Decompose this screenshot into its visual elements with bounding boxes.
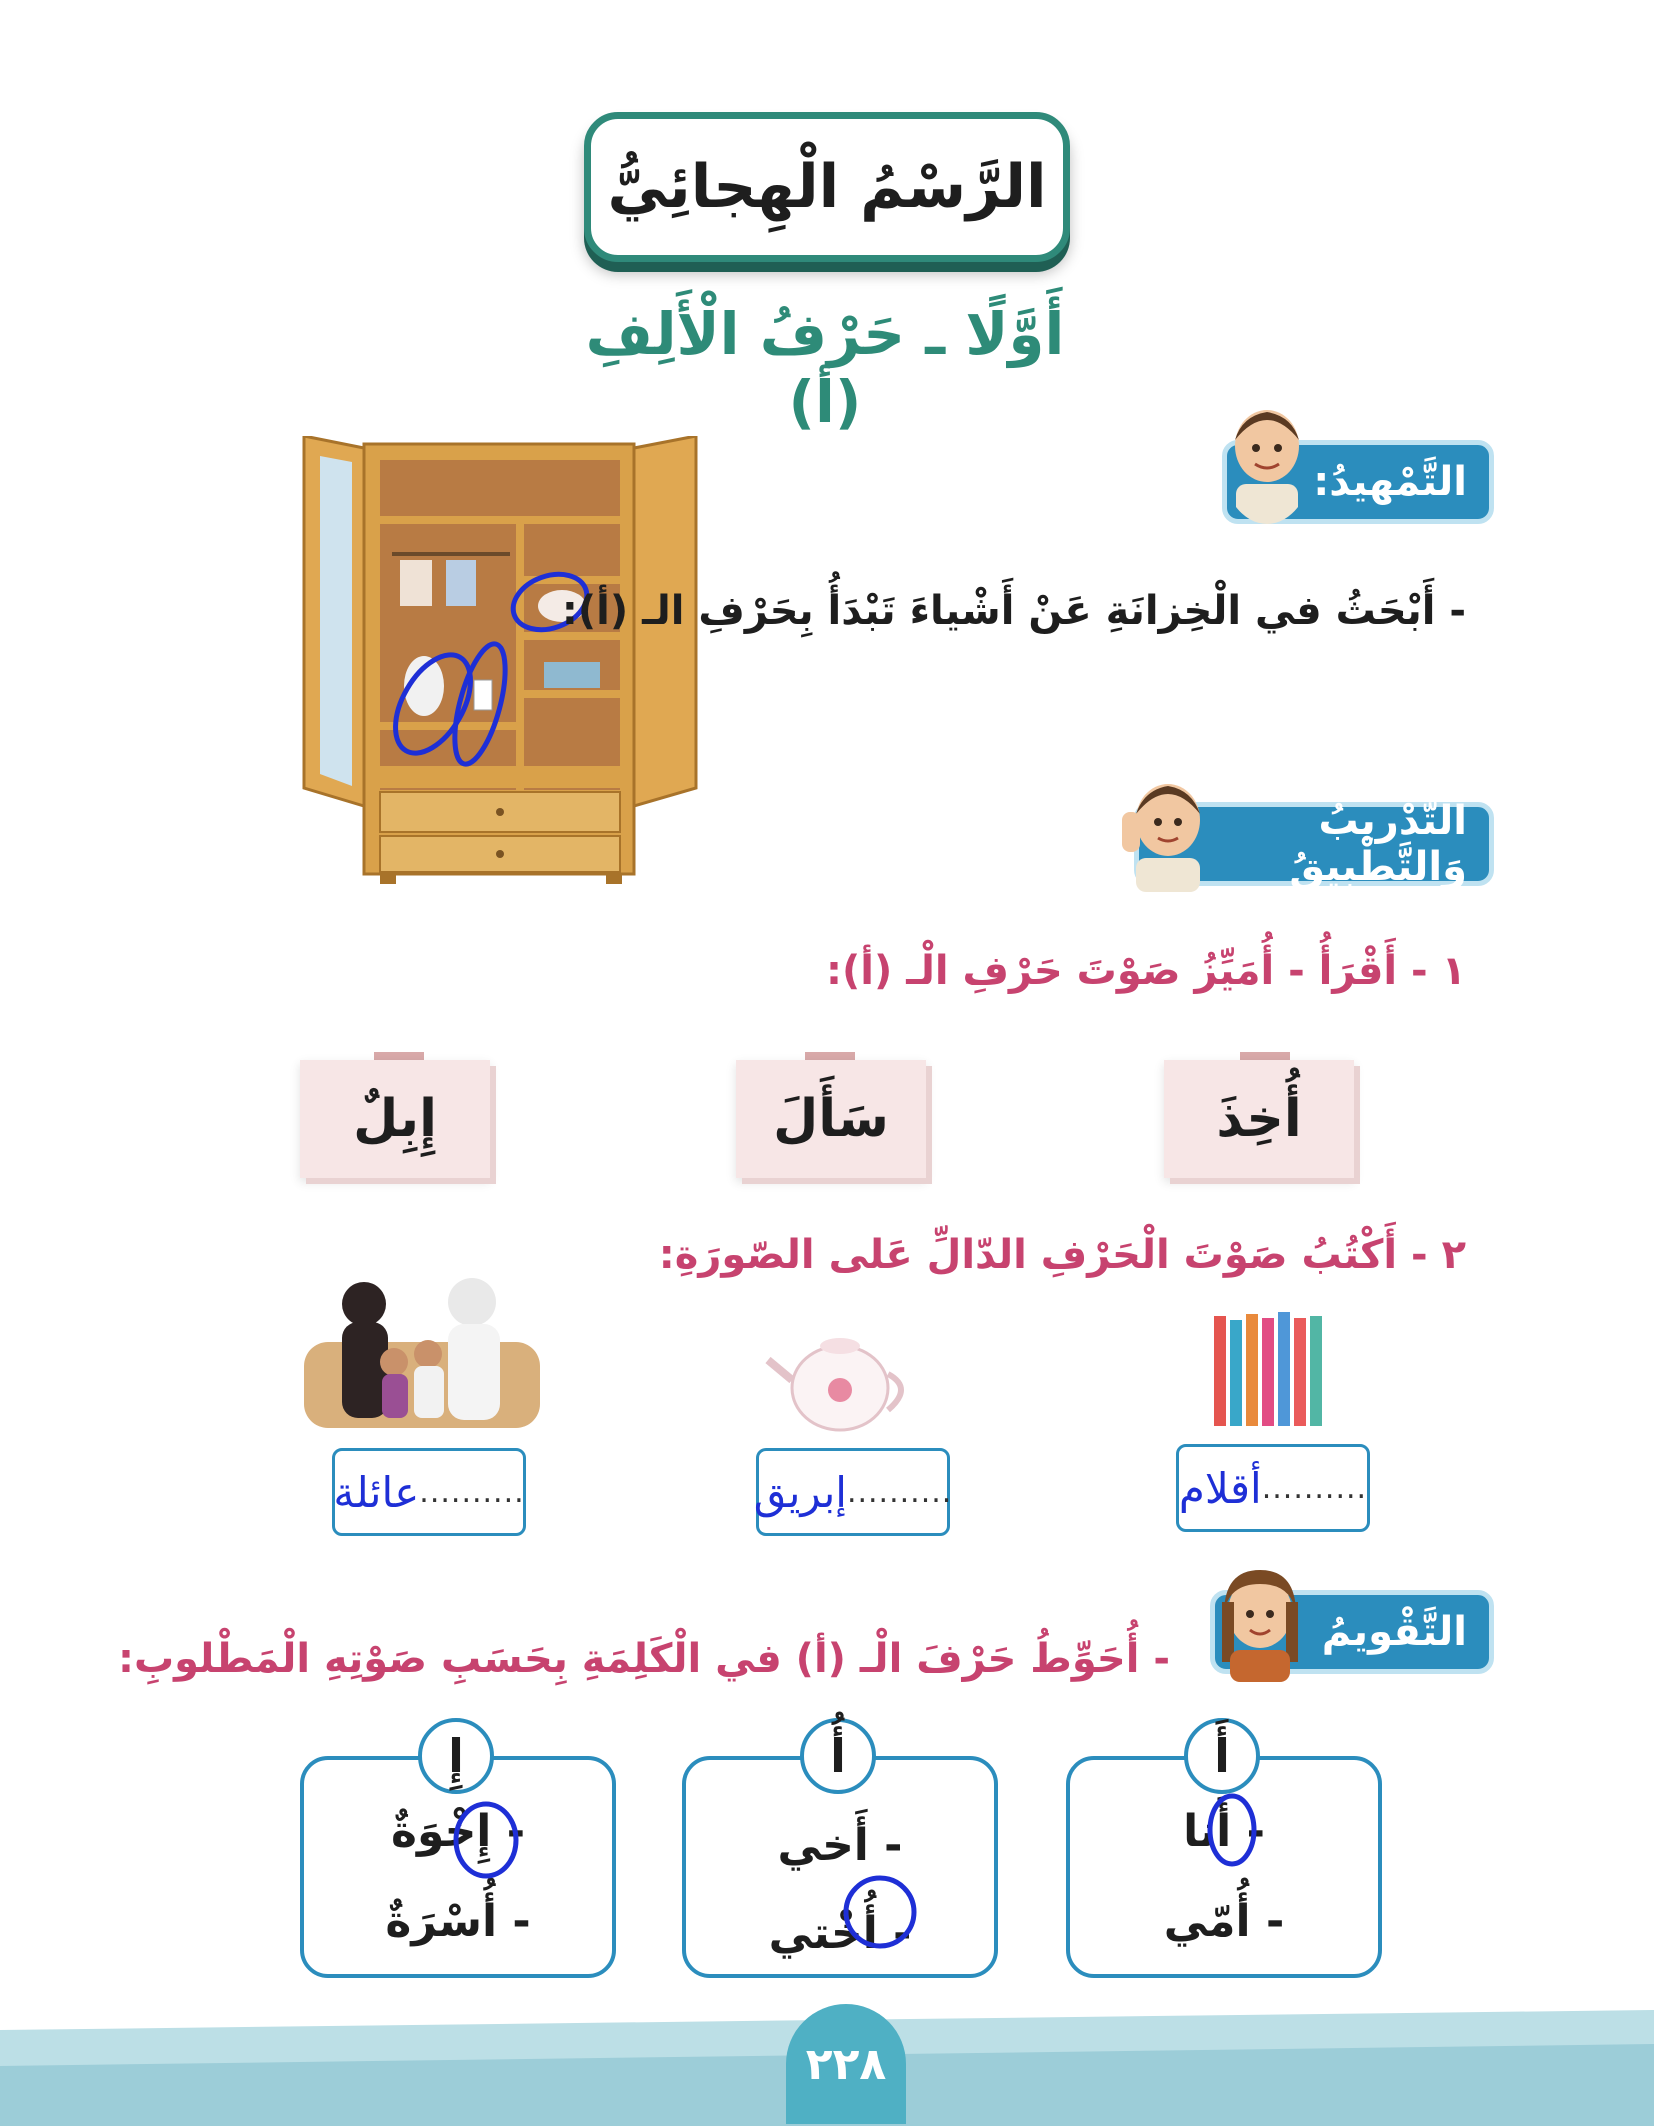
boy-avatar-icon (1222, 400, 1312, 524)
answer-dots: .......... (846, 1474, 953, 1510)
page-title-box (584, 112, 1070, 262)
eval-word[interactable]: - أُسْرَةٌ (385, 1896, 531, 1947)
family-icon (294, 1262, 550, 1440)
page-number: ٢٢٨ (786, 2004, 906, 2124)
answer-box[interactable] (753, 1448, 953, 1536)
answer-box[interactable] (332, 1448, 526, 1536)
word-card: إِبِلٌ (300, 1060, 490, 1178)
pens-icon (1208, 1306, 1328, 1436)
word-card: سَأَلَ (736, 1060, 926, 1178)
evaluation-badge-label: التَّقْويمُ (1321, 1609, 1467, 1655)
page-title: الرَّسْمُ الْهِجائِيُّ (607, 152, 1047, 222)
girl-avatar-icon (1214, 1562, 1306, 1682)
intro-instruction: - أَبْحَثُ في الْخِزانَةِ عَنْ أَشْياءَ تَبْدَأُ بِحَرْفِ الـ (أ): (561, 588, 1466, 634)
answer-dots: .......... (419, 1474, 525, 1510)
question-1: ١ - أَقْرَأُ - أُمَيِّزُ صَوْتَ حَرْفِ الْـ (أ): (826, 948, 1466, 994)
answer-dots: .......... (1261, 1470, 1368, 1506)
question-2: ٢ - أَكْتُبُ صَوْتَ الْحَرْفِ الدّالِّ عَلى الصّورَةِ: (658, 1232, 1466, 1278)
eval-word[interactable]: - أَخي (777, 1820, 903, 1871)
teapot-icon (764, 1318, 918, 1438)
practice-badge-label: التَّدْريبُ وَالتَّطْبيقُ (1289, 798, 1467, 890)
eval-word[interactable]: - أَنا (1183, 1806, 1265, 1857)
answer-handwriting: أقلام (1178, 1463, 1262, 1513)
intro-badge-label: التَّمْهيدُ: (1313, 459, 1467, 505)
eval-word[interactable]: - أُمّي (1163, 1896, 1285, 1947)
boy-thinking-avatar-icon (1112, 772, 1212, 892)
answer-handwriting: عائلة (333, 1467, 420, 1517)
eval-word[interactable]: - أُخْتي (768, 1908, 912, 1959)
answer-handwriting: إبريق (753, 1467, 847, 1517)
eval-letter: أُ (800, 1718, 876, 1794)
wardrobe-illustration (300, 436, 702, 886)
evaluation-instruction: - أُحَوِّطُ حَرْفَ الْـ (أ) في الْكَلِمَةِ بِحَسَبِ صَوْتِهِ الْمَطْلوبِ: (117, 1636, 1170, 1682)
eval-letter: إِ (418, 1718, 494, 1794)
section-subtitle: أَوَّلًا ـ حَرْفُ الْأَلِفِ (أ) (585, 300, 1065, 436)
word-card: أُخِذَ (1164, 1060, 1354, 1178)
eval-letter: أَ (1184, 1718, 1260, 1794)
eval-word[interactable]: - إِخْوَةٌ (391, 1806, 525, 1857)
answer-box[interactable] (1176, 1444, 1370, 1532)
